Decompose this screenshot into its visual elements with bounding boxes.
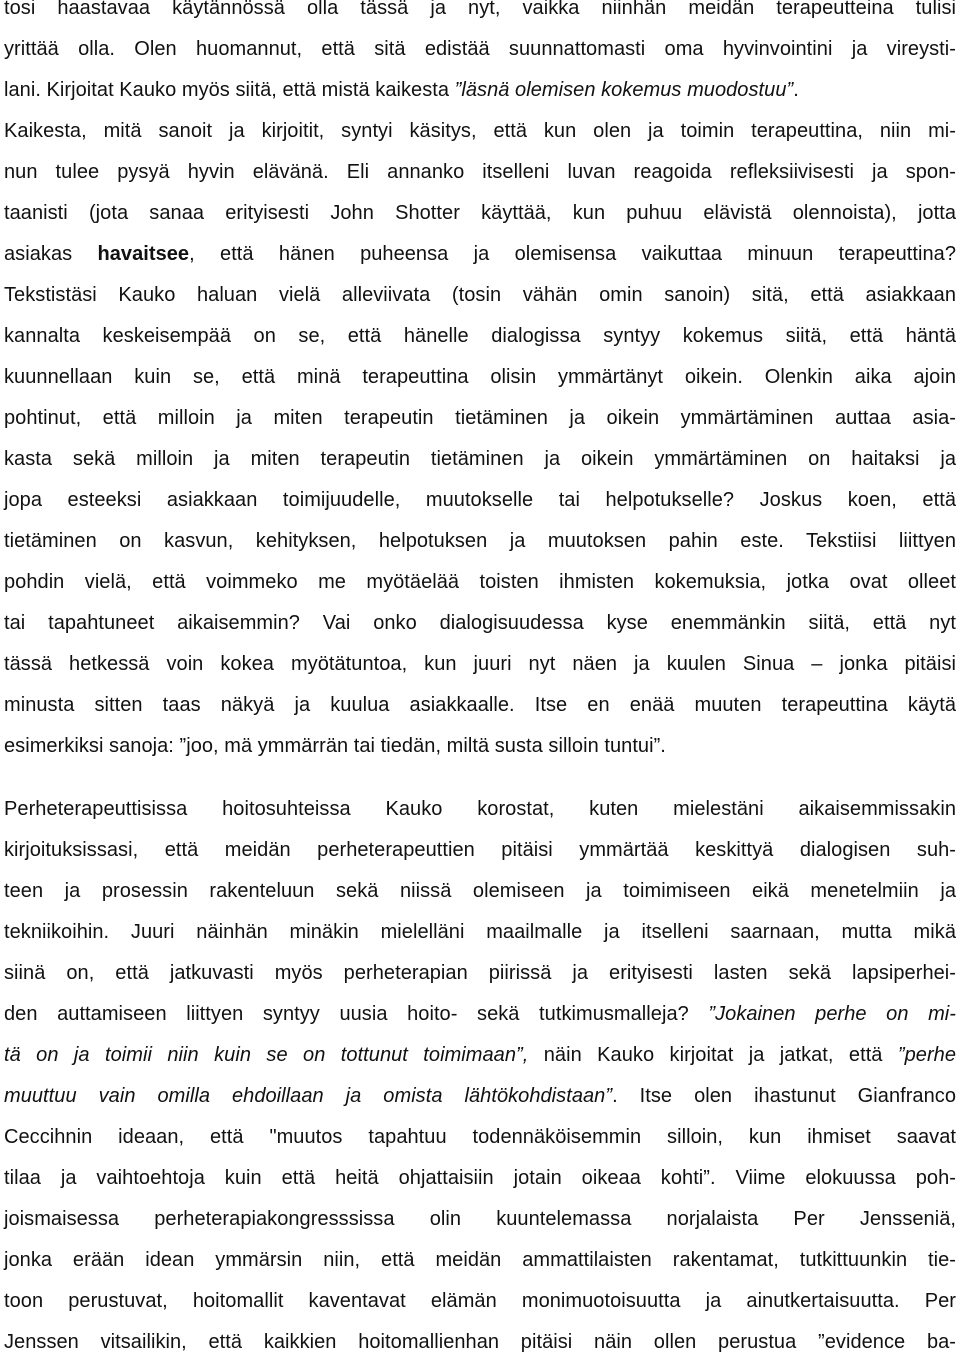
text-line (4, 1327, 956, 1357)
text-line (4, 239, 956, 269)
text-line (4, 280, 956, 310)
text-line (4, 321, 956, 351)
text-line (4, 1040, 956, 1070)
text-line (4, 835, 956, 865)
text-line (4, 1122, 956, 1152)
text-segment: pohdin vielä, että voimmeko me myötäelää toisten ihmisten kokemuksia, jotka ovat olleet (4, 571, 956, 593)
text-segment: kuunnellaan kuin se, että minä terapeuttina olisin ymmärtänyt oikein. Olenkin aika ajoin (4, 366, 956, 388)
text-line (4, 649, 956, 679)
text-segment: Tekstistäsi Kauko haluan vielä alleviivata (tosin vähän omin sanoin) sitä, että asiakkaan (4, 284, 956, 306)
text-segment: kirjoituksissasi, että meidän perheterapeuttien pitäisi ymmärtää keskittyä dialogisen suh- (4, 839, 956, 861)
italic-text: ”Jokainen perhe on mi- (708, 1003, 957, 1025)
text-line (4, 1204, 956, 1234)
italic-text: tä on ja toimii niin kuin se on tottunut toimimaan”, (4, 1044, 529, 1066)
text-segment: esimerkiksi sanoja: ”joo, mä ymmärrän tai tiedän, miltä susta silloin tuntui”. (4, 735, 666, 757)
text-line (4, 198, 956, 228)
text-line (4, 34, 956, 64)
text-segment: Perheterapeuttisissa hoitosuhteissa Kauko korostat, kuten mielestäni aikaisemmissakin (4, 798, 956, 820)
text-segment: tekniikoihin. Juuri näinhän minäkin mielelläni maailmalle ja itselleni saarnaan, mutta mikä (4, 921, 956, 943)
text-segment: tietäminen on kasvun, kehityksen, helpotuksen ja muutoksen pahin este. Tekstiisi liittyen (4, 530, 956, 552)
text-line (4, 485, 956, 515)
text-line (4, 567, 956, 597)
text-segment: nun tulee pysyä hyvin elävänä. Eli annanko itselleni luvan reagoida refleksiivisesti ja spon- (4, 161, 956, 183)
text-segment: . Itse olen ihastunut Gianfranco (612, 1085, 956, 1107)
text-segment: . (793, 79, 799, 101)
text-line (4, 690, 956, 720)
text-line (4, 362, 956, 392)
text-line (4, 1245, 956, 1275)
text-line (4, 444, 956, 474)
text-line (4, 1163, 956, 1193)
text-line (4, 1286, 956, 1316)
bold-text: havaitsee (97, 243, 190, 265)
text-segment: yrittää olla. Olen huomannut, että sitä edistää suunnattomasti oma hyvinvointini ja vireysti- (4, 38, 956, 60)
text-segment: pohtinut, että milloin ja miten terapeutin tietäminen ja oikein ymmärtäminen auttaa asia- (4, 407, 956, 429)
text-line (4, 403, 956, 433)
text-line (4, 526, 956, 556)
text-segment: Kaikesta, mitä sanoit ja kirjoitit, syntyi käsitys, että kun olen ja toimin terapeuttina, niin mi- (4, 120, 956, 142)
text-segment: kannalta keskeisempää on se, että hänelle dialogissa syntyy kokemus siitä, että häntä (4, 325, 956, 347)
text-segment: joismaisessa perheterapiakongresssissa olin kuuntelemassa norjalaista Per Jensseniä, (4, 1208, 956, 1230)
text-segment: toon perustuvat, hoitomallit kaventavat elämän monimuotoisuutta ja ainutkertaisuutta. Per (4, 1290, 956, 1312)
text-segment: asiakas (4, 243, 98, 265)
text-line (4, 731, 956, 761)
text-segment: Jenssen vitsailikin, että kaikkien hoitomallienhan pitäisi näin ollen perustua ”evidence ba- (4, 1331, 956, 1353)
italic-text: ”perhe (897, 1044, 957, 1066)
text-line (4, 0, 956, 23)
text-segment: den auttamiseen liittyen syntyy uusia hoito- sekä tutkimusmalleja? (4, 1003, 709, 1025)
text-line (4, 608, 956, 638)
text-segment: lani. Kirjoitat Kauko myös siitä, että mistä kaikesta (4, 79, 455, 101)
text-line (4, 75, 956, 105)
text-line (4, 917, 956, 947)
text-segment: näin Kauko kirjoitat ja jatkat, että (528, 1044, 898, 1066)
text-segment: tässä hetkessä voin kokea myötätuntoa, kun juuri nyt näen ja kuulen Sinua – jonka pitäisi (4, 653, 956, 675)
text-segment: siinä on, että jatkuvasti myös perheterapian piirissä ja erityisesti lasten sekä lapsiperhei- (4, 962, 956, 984)
text-segment: kasta sekä milloin ja miten terapeutin tietäminen ja oikein ymmärtäminen on haitaksi ja (4, 448, 956, 470)
text-line (4, 999, 956, 1029)
text-segment: minusta sitten taas näkyä ja kuulua asiakkaalle. Itse en enää muuten terapeuttina käytä (4, 694, 956, 716)
text-segment: teen ja prosessin rakenteluun sekä niissä olemiseen ja toimimiseen eikä menetelmiin ja (4, 880, 956, 902)
italic-text: muuttuu vain omilla ehdoillaan ja omista lähtökohdistaan” (4, 1085, 613, 1107)
text-line (4, 876, 956, 906)
text-line (4, 794, 956, 824)
text-line (4, 157, 956, 187)
text-segment: taanisti (jota sanaa erityisesti John Shotter käyttää, kun puhuu elävistä olennoista), jotta (4, 202, 956, 224)
text-segment: jopa esteeksi asiakkaan toimijuudelle, muutokselle tai helpotukselle? Joskus koen, että (4, 489, 956, 511)
text-line (4, 116, 956, 146)
text-line (4, 958, 956, 988)
text-segment: Ceccihnin ideaan, että "muutos tapahtuu todennäköisemmin silloin, kun ihmiset saavat (4, 1126, 956, 1148)
italic-text: ”läsnä olemisen kokemus muodostuu” (454, 79, 794, 101)
text-segment: , että hänen puheensa ja olemisensa vaikuttaa minuun terapeuttina? (189, 243, 956, 265)
text-segment: tosi haastavaa käytännössä olla tässä ja nyt, vaikka niinhän meidän terapeutteina tulisi (4, 0, 956, 19)
text-line (4, 1081, 956, 1111)
text-segment: tilaa ja vaihtoehtoja kuin että heitä ohjattaisiin jotain oikeaa kohti”. Viime elokuussa poh- (4, 1167, 956, 1189)
text-segment: tai tapahtuneet aikaisemmin? Vai onko dialogisuudessa kyse enemmänkin siitä, että nyt (4, 612, 956, 634)
text-segment: jonka erään idean ymmärsin niin, että meidän ammattilaisten rakentamat, tutkittuunkin tie- (4, 1249, 956, 1271)
